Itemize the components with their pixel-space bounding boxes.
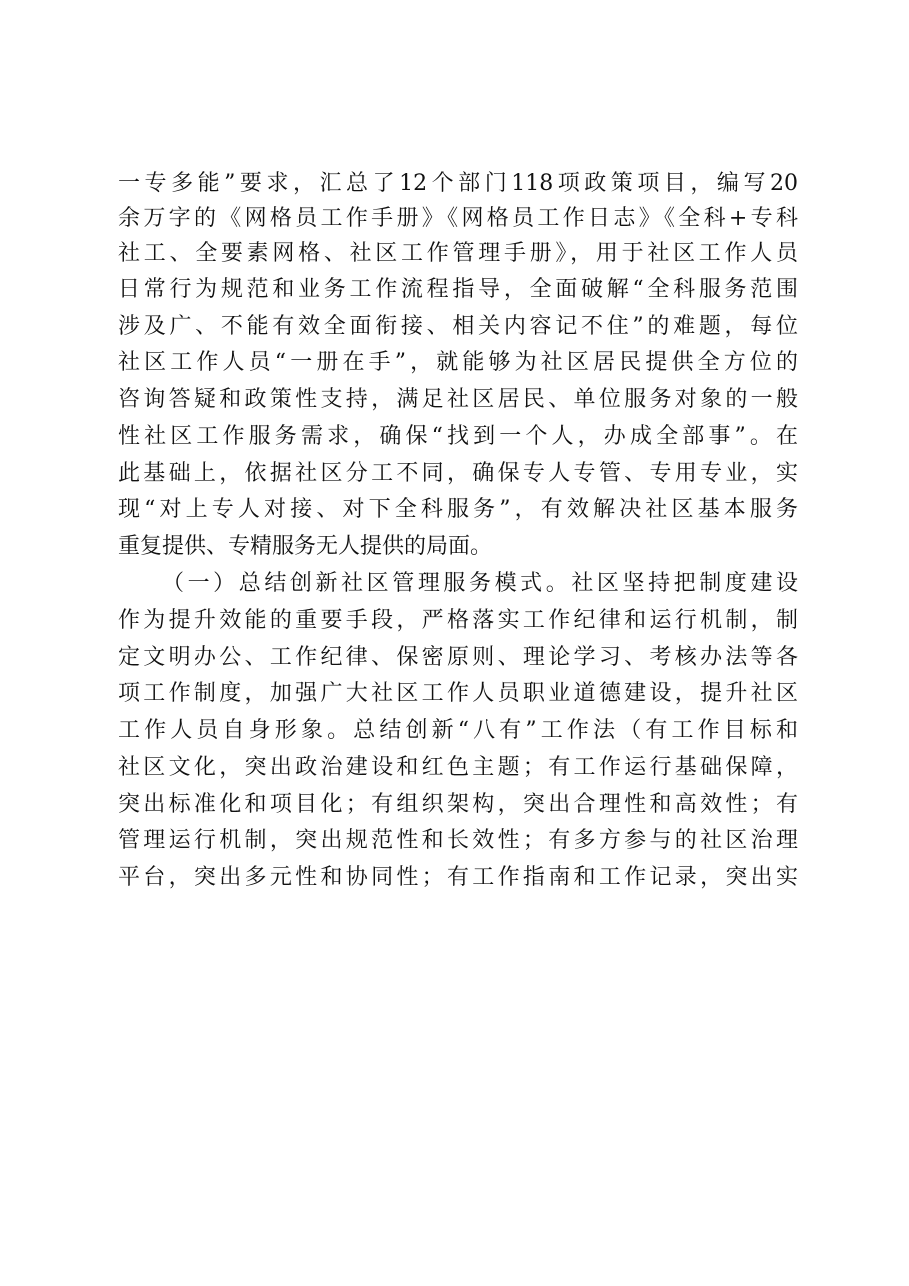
- paragraph-1-line-4: 日常行为规范和业务工作流程指导，全面破解“全科服务范围: [118, 277, 798, 302]
- paragraph-1-line-1: 一专多能”要求，汇总了12个部门118项政策项目，编写20: [118, 171, 798, 196]
- paragraph-1-line-7: 咨询答疑和政策性支持，满足社区居民、单位服务对象的一般: [118, 387, 798, 412]
- paragraph-2-line-5: 工作人员自身形象。总结创新“八有”工作法（有工作目标和: [118, 718, 798, 743]
- paragraph-2-line-4: 项工作制度，加强广大社区工作人员职业道德建设，提升社区: [118, 681, 798, 706]
- paragraph-2-line-7: 突出标准化和项目化；有组织架构，突出合理性和高效性；有: [118, 792, 798, 817]
- paragraph-2-line-1: （一）总结创新社区管理服务模式。社区坚持把制度建设: [162, 571, 798, 596]
- paragraph-2-line-9: 平台，突出多元性和协同性；有工作指南和工作记录，突出实: [118, 865, 798, 890]
- paragraph-2-line-6: 社区文化，突出政治建设和红色主题；有工作运行基础保障，: [118, 755, 798, 780]
- paragraph-1-line-6: 社区工作人员“一册在手”，就能够为社区居民提供全方位的: [118, 350, 798, 375]
- paragraph-1-line-8: 性社区工作服务需求，确保“找到一个人，办成全部事”。在: [118, 424, 798, 449]
- paragraph-1-line-10: 现“对上专人对接、对下全科服务”，有效解决社区基本服务: [118, 497, 798, 522]
- paragraph-2-line-2: 作为提升效能的重要手段，严格落实工作纪律和运行机制，制: [118, 608, 798, 633]
- paragraph-1-line-5: 涉及广、不能有效全面衔接、相关内容记不住”的难题，每位: [118, 314, 798, 339]
- paragraph-1-line-11: 重复提供、专精服务无人提供的局面。: [118, 534, 493, 559]
- paragraph-1-line-9: 此基础上，依据社区分工不同，确保专人专管、专用专业，实: [118, 461, 798, 486]
- paragraph-2-line-8: 管理运行机制，突出规范性和长效性；有多方参与的社区治理: [118, 828, 798, 853]
- paragraph-1-line-2: 余万字的《网格员工作手册》《网格员工作日志》《全科+专科: [118, 206, 798, 231]
- paragraph-1-line-3: 社工、全要素网格、社区工作管理手册》，用于社区工作人员: [118, 241, 798, 266]
- paragraph-2-line-3: 定文明办公、工作纪律、保密原则、理论学习、考核办法等各: [118, 645, 798, 670]
